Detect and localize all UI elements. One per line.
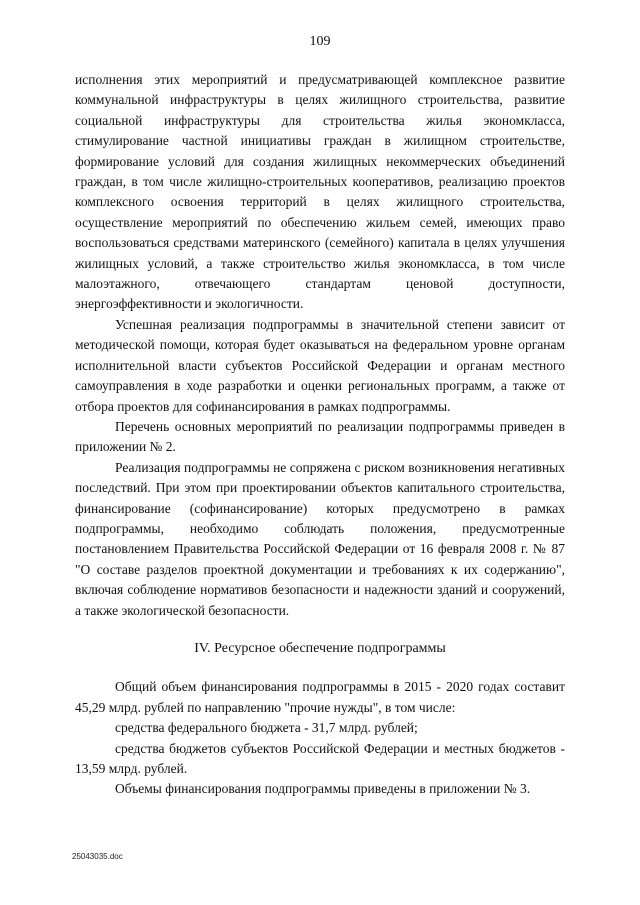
paragraph-methodical-help: Успешная реализация подпрограммы в значительной степени зависит от методической помощи, которая будет оказываться на федеральном уровне органам исполнительной власти субъектов Российской Федерации и органам местного самоуправления в ходе разработки и оценки региональных программ, а также от отбора проектов для софинансирования в рамках подпрограммы.	[75, 316, 565, 414]
document-body	[75, 70, 565, 800]
paragraph-federal-budget: средства федерального бюджета - 31,7 млрд. рублей;	[115, 720, 418, 736]
paragraph-measures-list: Перечень основных мероприятий по реализации подпрограммы приведен в приложении № 2.	[75, 418, 565, 455]
document-file-code: 25043035.doc	[72, 852, 123, 861]
paragraph-continuation: исполнения этих мероприятий и предусматривающей комплексное развитие коммунальной инфраструктуры в целях жилищного строительства, развитие социальной инфраструктуры для строительства жилья экономкласса, стимулирование частной инициативы граждан в жилищном строительстве, формирование условий для создания жилищных некоммерческих объединений граждан, в том числе жилищно-строительных кооперативов, реализацию проектов комплексного освоения территорий в целях жилищного строительства, осуществление мероприятий по обеспечению жильем семей, имеющих право воспользоваться средствами материнского (семейного) капитала в целях улучшения жилищных условий, а также строительство жилья экономкласса, в том числе малоэтажного, отвечающего стандартам ценовой доступности, энергоэффективности и экологичности.	[75, 72, 565, 312]
paragraph-regional-budgets: средства бюджетов субъектов Российской Федерации и местных бюджетов - 13,59 млрд. рублей.	[75, 740, 565, 776]
paragraph-funding-appendix: Объемы финансирования подпрограммы приведены в приложении № 3.	[115, 781, 531, 797]
page-number: 109	[309, 34, 331, 49]
paragraph-total-funding: Общий объем финансирования подпрограммы в 2015 - 2020 годах составит 45,29 млрд. рублей по направлению "прочие нужды", в том числе:	[75, 679, 565, 715]
section-heading: IV. Ресурсное обеспечение подпрограммы	[194, 640, 446, 656]
paragraph-risks: Реализация подпрограммы не сопряжена с риском возникновения негативных последствий. При этом при проектировании объектов капитального строительства, финансирование (софинансирование) которых предусмотрено в рамках подпрограммы, необходимо соблюдать положения, предусмотренные постановлением Правительства Российской Федерации от 16 февраля 2008 г. № 87 "О составе разделов проектной документации и требованиях к их содержанию", включая соблюдение нормативов безопасности и надежности зданий и сооружений, а также экологической безопасности.	[75, 459, 565, 618]
